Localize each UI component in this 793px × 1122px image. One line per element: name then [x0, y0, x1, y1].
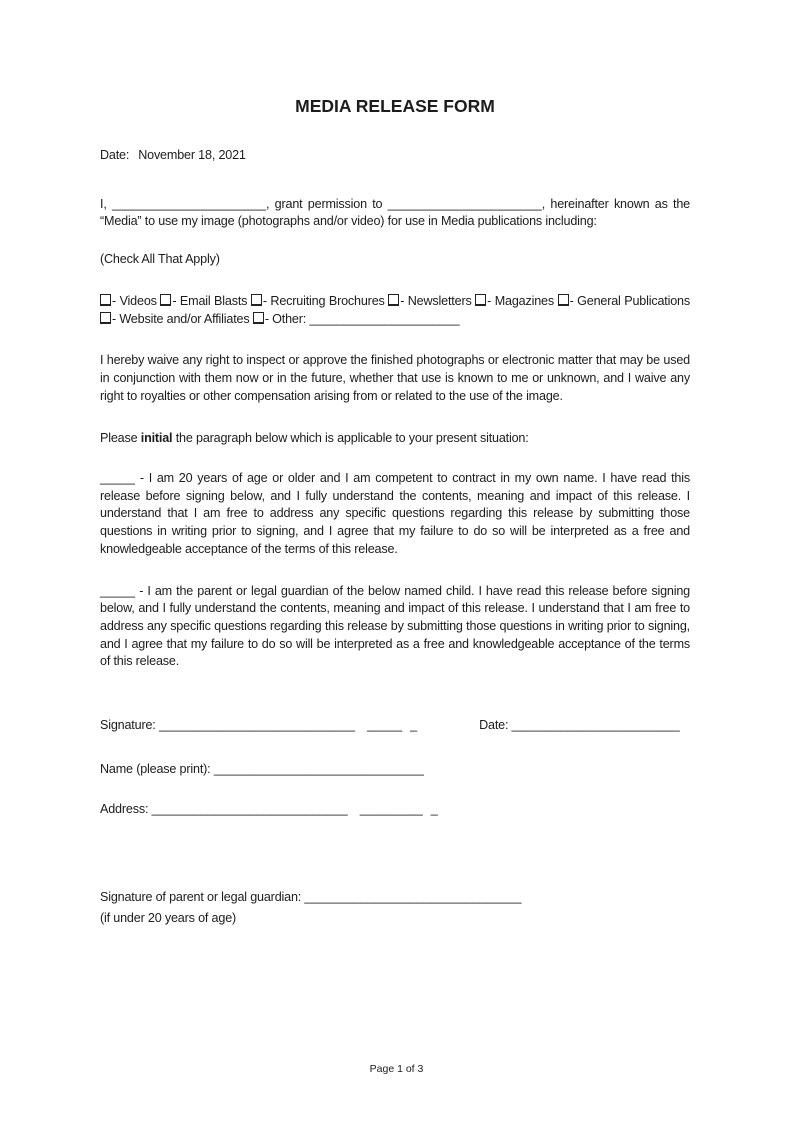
adult-paragraph-text: - I am 20 years of age or older and I am competent to contract in my own name. I have read this release before signing below, and I fully understand the contents, meaning and impact of this release. I understand that I am free to address any specific questions regarding this release by submitting those questions in writing prior to signing, and I agree that my failure to do so will be interpreted as a free and knowledgeable acceptance of the terms of this release.	[100, 471, 690, 556]
checkbox-label: - Recruiting Brochures	[262, 293, 385, 308]
checkbox-item	[475, 294, 554, 308]
instruction-bold-word: initial	[140, 431, 173, 446]
instruction-prefix: Please	[100, 431, 141, 446]
guardian-signature-blank-field[interactable]: _______________________________	[304, 890, 522, 905]
intro-text-3: , hereinafter known as the “Media” to use my image (photographs and/or video) for use in Media publications including:	[100, 196, 690, 229]
checkbox-paragraph	[100, 293, 690, 328]
checkbox-icon[interactable]	[253, 312, 264, 324]
page-number: Page 1 of 3	[369, 1063, 424, 1075]
checkbox-label: - Magazines	[487, 293, 554, 308]
document-content	[100, 0, 690, 928]
address-blank-field[interactable]: ____________________________	[151, 802, 348, 817]
date-label: Date:	[100, 148, 130, 162]
checkbox-item	[388, 294, 471, 308]
checkbox-label: - Website and/or Affiliates	[112, 311, 250, 326]
adult-initial-blank[interactable]: _____	[100, 471, 136, 486]
waiver-paragraph: I hereby waive any right to inspect or approve the finished photographs or electronic matter that may be used in conjunction with them now or in the future, whether that use is known to me or unknown, and I waive any right to royalties or other compensation arising from or related to the use of the image.	[100, 353, 690, 403]
signature-tiny-blank: _	[410, 718, 418, 733]
guardian-initial-paragraph	[100, 583, 690, 672]
address-label: Address:	[100, 802, 152, 817]
checkbox-item	[251, 294, 385, 308]
checkbox-item	[100, 312, 249, 326]
checkbox-icon[interactable]	[160, 294, 171, 306]
checkbox-label: - General Publications	[569, 293, 690, 308]
intro-text-2: , grant permission to	[266, 196, 388, 211]
signature-blank-field[interactable]: ____________________________	[158, 718, 356, 733]
check-all-instruction: (Check All That Apply)	[100, 252, 220, 267]
signature-short-blank[interactable]: _____	[367, 718, 403, 733]
checkbox-label: - Videos	[112, 293, 157, 308]
media-blank-field[interactable]: ______________________	[387, 196, 542, 211]
guardian-signature-label: Signature of parent or legal guardian:	[100, 890, 305, 905]
checkbox-item	[100, 294, 157, 308]
checkbox-label: - Email Blasts	[172, 293, 248, 308]
checkbox-icon[interactable]	[251, 294, 262, 306]
checkbox-label: - Other: ______________________	[264, 311, 460, 326]
checkbox-icon[interactable]	[100, 312, 111, 324]
instruction-suffix: the paragraph below which is applicable to your present situation:	[172, 431, 529, 446]
intro-text-1: I,	[100, 196, 112, 211]
guardian-paragraph-text: - I am the parent or legal guardian of the below named child. I have read this release before signing below, and I fully understand the contents, meaning and impact of this release. I understand that I am free to address any specific questions regarding this release by submitting those questions in writing prior to signing, and I agree that my failure to do so will be interpreted as a free and knowledgeable acceptance of the terms of this release.	[100, 583, 690, 669]
address-tiny-blank: _	[430, 802, 438, 817]
page-title: MEDIA RELEASE FORM	[295, 96, 495, 116]
checkbox-icon[interactable]	[558, 294, 569, 306]
address-row	[100, 801, 690, 819]
initial-instruction	[100, 430, 690, 448]
adult-initial-paragraph	[100, 470, 690, 559]
name-blank-line[interactable]: ______________________________	[213, 761, 424, 776]
checkbox-item	[558, 294, 690, 308]
signature-label: Signature:	[100, 718, 159, 733]
date-value: November 18, 2021	[138, 148, 246, 162]
guardian-age-note: (if under 20 years of age)	[100, 910, 237, 925]
signature-row	[100, 717, 690, 735]
checkbox-label: - Newsletters	[400, 293, 472, 308]
checkbox-icon[interactable]	[475, 294, 486, 306]
name-row	[100, 761, 690, 779]
checkbox-item	[253, 312, 460, 326]
name-blank-field[interactable]: ______________________	[111, 196, 267, 211]
name-label: Name (please print):	[100, 761, 214, 776]
form-date-line	[100, 147, 690, 165]
guardian-signature-row	[100, 889, 690, 907]
intro-paragraph	[100, 196, 690, 231]
signature-date-label: Date:	[479, 718, 512, 733]
checkbox-icon[interactable]	[100, 294, 111, 306]
checkbox-icon[interactable]	[388, 294, 399, 306]
guardian-initial-blank[interactable]: _____	[100, 583, 136, 598]
signature-date-blank-field[interactable]: ________________________	[511, 718, 680, 733]
address-short-blank[interactable]: _________	[359, 802, 423, 817]
checkbox-item	[160, 294, 247, 308]
